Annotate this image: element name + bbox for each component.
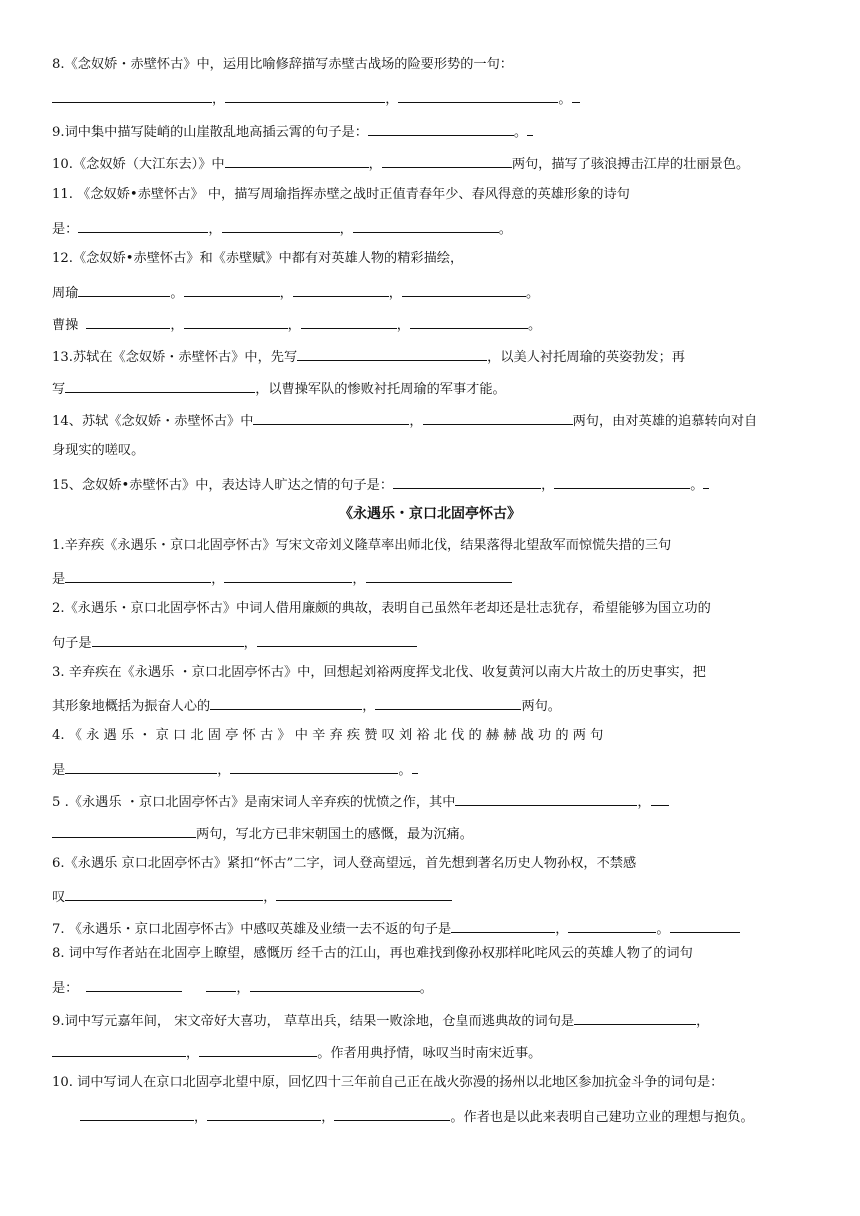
answer-blank[interactable] — [257, 632, 417, 647]
answer-blank[interactable] — [455, 791, 637, 806]
question-13-continued: 写 ，以曹操军队的惨败衬托周瑜的军事才能。 — [52, 378, 506, 399]
question-2-3: 3. 辛弃疾在《永遇乐 ・京口北固亭怀古》中，回想起刘裕两度挥戈北伐、收复黄河以南大片故土的历史事实，把 — [52, 665, 706, 680]
question-12: 12.《念奴娇•赤壁怀古》和《赤壁赋》中都有对英雄人物的精彩描绘， — [52, 251, 464, 266]
answer-blank[interactable] — [199, 1042, 317, 1057]
answer-blank[interactable] — [451, 918, 555, 933]
question-2-1: 1.辛弃疾《永遇乐・京口北固亭怀古》写宋文帝刘义隆草率出师北伐，结果落得北望敌军而惊慌失措的三句 — [52, 538, 672, 553]
question-14-continued: 身现实的嗟叹。 — [52, 443, 145, 458]
answer-line-12-caocao: 曹操 ， ， ， 。 — [52, 314, 541, 335]
answer-blank[interactable] — [393, 474, 541, 489]
answer-line-2-3: 其形象地概括为振奋人心的 ， 两句。 — [52, 695, 561, 716]
answer-blank[interactable] — [402, 282, 526, 297]
question-2-4: 4. 《 永 遇 乐 ・ 京 口 北 固 亭 怀 古 》 中 辛 弃 疾 赞 叹 刘 裕 北 伐 的 赫 赫 战 功 的 两 句 — [52, 728, 604, 743]
answer-blank[interactable] — [554, 474, 690, 489]
question-13: 13.苏轼在《念奴娇・赤壁怀古》中，先写 ，以美人衬托周瑜的英姿勃发；再 — [52, 346, 685, 367]
answer-blank[interactable] — [250, 977, 420, 992]
answer-blank[interactable] — [410, 314, 528, 329]
answer-blank[interactable] — [375, 695, 521, 710]
answer-blank[interactable] — [297, 346, 487, 361]
answer-blank[interactable] — [92, 632, 244, 647]
answer-line-2-8: 是： ， 。 — [52, 977, 433, 998]
answer-blank[interactable] — [78, 218, 208, 233]
answer-blank[interactable] — [80, 1106, 194, 1121]
answer-blank[interactable] — [353, 218, 499, 233]
answer-blank[interactable] — [184, 314, 288, 329]
answer-blank[interactable] — [398, 88, 558, 103]
answer-line-2-1: 是 ， ， — [52, 568, 512, 589]
answer-blank[interactable] — [423, 410, 573, 425]
answer-blank[interactable] — [65, 378, 255, 393]
answer-blank[interactable] — [222, 218, 340, 233]
answer-blank[interactable] — [78, 282, 170, 297]
question-11: 11. 《念奴娇•赤壁怀古》 中，描写周瑜指挥赤壁之战时正值青春年少、春风得意的英雄形象的诗句 — [52, 187, 630, 202]
question-text: 8.《念奴娇・赤壁怀古》中，运用比喻修辞描写赤壁古战场的险要形势的一句： — [52, 57, 513, 72]
answer-blank[interactable] — [276, 886, 452, 901]
answer-blank[interactable] — [206, 977, 236, 992]
question-2-5-continued: 两句，写北方已非宋朝国土的感慨，最为沉痛。 — [52, 823, 473, 844]
question-14: 14、苏轼《念奴娇・赤壁怀古》中 ， 两句，由对英雄的追慕转向对自 — [52, 410, 757, 431]
question-10: 10.《念奴娇（大江东去）》中 ， 两句，描写了骇浪搏击江岸的壮丽景色。 — [52, 153, 749, 174]
answer-line-12-zhouyu: 周瑜 。 ， ， 。 — [52, 282, 539, 303]
question-2-9: 9.词中写元嘉年间， 宋文帝好大喜功， 草草出兵，结果一败涂地，仓皇而逃典故的词句是 ， — [52, 1010, 709, 1031]
answer-blank[interactable] — [210, 695, 362, 710]
answer-blank[interactable] — [52, 88, 212, 103]
question-2-5: 5 .《永遇乐 ・京口北固亭怀古》是南宋词人辛弃疾的忧愤之作，其中 ， — [52, 791, 669, 812]
answer-blank[interactable] — [334, 1106, 450, 1121]
answer-blank[interactable] — [224, 568, 352, 583]
answer-blank[interactable] — [253, 410, 409, 425]
answer-blank[interactable] — [52, 823, 196, 838]
question-9: 9.词中集中描写陡峭的山崖散乱地高插云霄的句子是： 。 — [52, 121, 533, 142]
question-2-10: 10. 词中写词人在京口北固亭北望中原，回忆四十三年前自己正在战火弥漫的扬州以北地区参加抗金斗争的词句是： — [52, 1075, 724, 1090]
answer-blank[interactable] — [207, 1106, 321, 1121]
answer-blank[interactable] — [293, 282, 389, 297]
answer-blank[interactable] — [225, 153, 369, 168]
question-2-2: 2.《永遇乐・京口北固亭怀古》中词人借用廉颇的典故，表明自己虽然年老却还是壮志犹存，希望能够为国立功的 — [52, 601, 711, 616]
question-8 — [52, 56, 513, 74]
question-2-7: 7. 《永遇乐・京口北固亭怀古》中感叹英雄及业绩一去不返的句子是 ， 。 — [52, 918, 740, 939]
answer-blank[interactable] — [65, 568, 211, 583]
answer-blank[interactable] — [52, 1042, 186, 1057]
question-15: 15、念奴娇•赤壁怀古》中，表达诗人旷达之情的句子是： ， 。 — [52, 474, 709, 495]
answer-line-11: 是： ， ， 。 — [52, 218, 512, 239]
answer-blank[interactable] — [230, 759, 398, 774]
answer-blank[interactable] — [568, 918, 656, 933]
answer-blank[interactable] — [184, 282, 280, 297]
answer-blank[interactable] — [86, 977, 182, 992]
answer-blank[interactable] — [368, 121, 514, 136]
answer-blank[interactable] — [65, 759, 217, 774]
question-2-6: 6.《永遇乐 京口北固亭怀古》紧扣“怀古”二字，词人登高望远，首先想到著名历史人物孙权，不禁感 — [52, 856, 637, 871]
answer-line-2-2: 句子是 ， — [52, 632, 417, 653]
answer-line-2-10: ， ， 。作者也是以此来表明自己建功立业的理想与抱负。 — [80, 1106, 754, 1127]
answer-blank[interactable] — [86, 314, 170, 329]
answer-line-2-6: 叹 ， — [52, 886, 452, 907]
answer-blank[interactable] — [574, 1010, 696, 1025]
question-2-9-continued: ， 。作者用典抒情，咏叹当时南宋近事。 — [52, 1042, 541, 1063]
answer-blank[interactable] — [366, 568, 512, 583]
answer-blank[interactable] — [225, 88, 385, 103]
answer-line-2-4: 是 ， 。 — [52, 759, 418, 780]
question-2-8: 8. 词中写作者站在北固亭上瞭望，感慨历 经千古的江山，再也难找到像孙权那样叱咤风云的英雄人物了的词句 — [52, 946, 693, 961]
section-title: 《永遇乐・京口北固亭怀古》 — [339, 506, 521, 522]
answer-line-8: ， ， 。 — [52, 88, 580, 109]
answer-blank[interactable] — [382, 153, 512, 168]
answer-blank[interactable] — [301, 314, 397, 329]
answer-blank[interactable] — [65, 886, 263, 901]
